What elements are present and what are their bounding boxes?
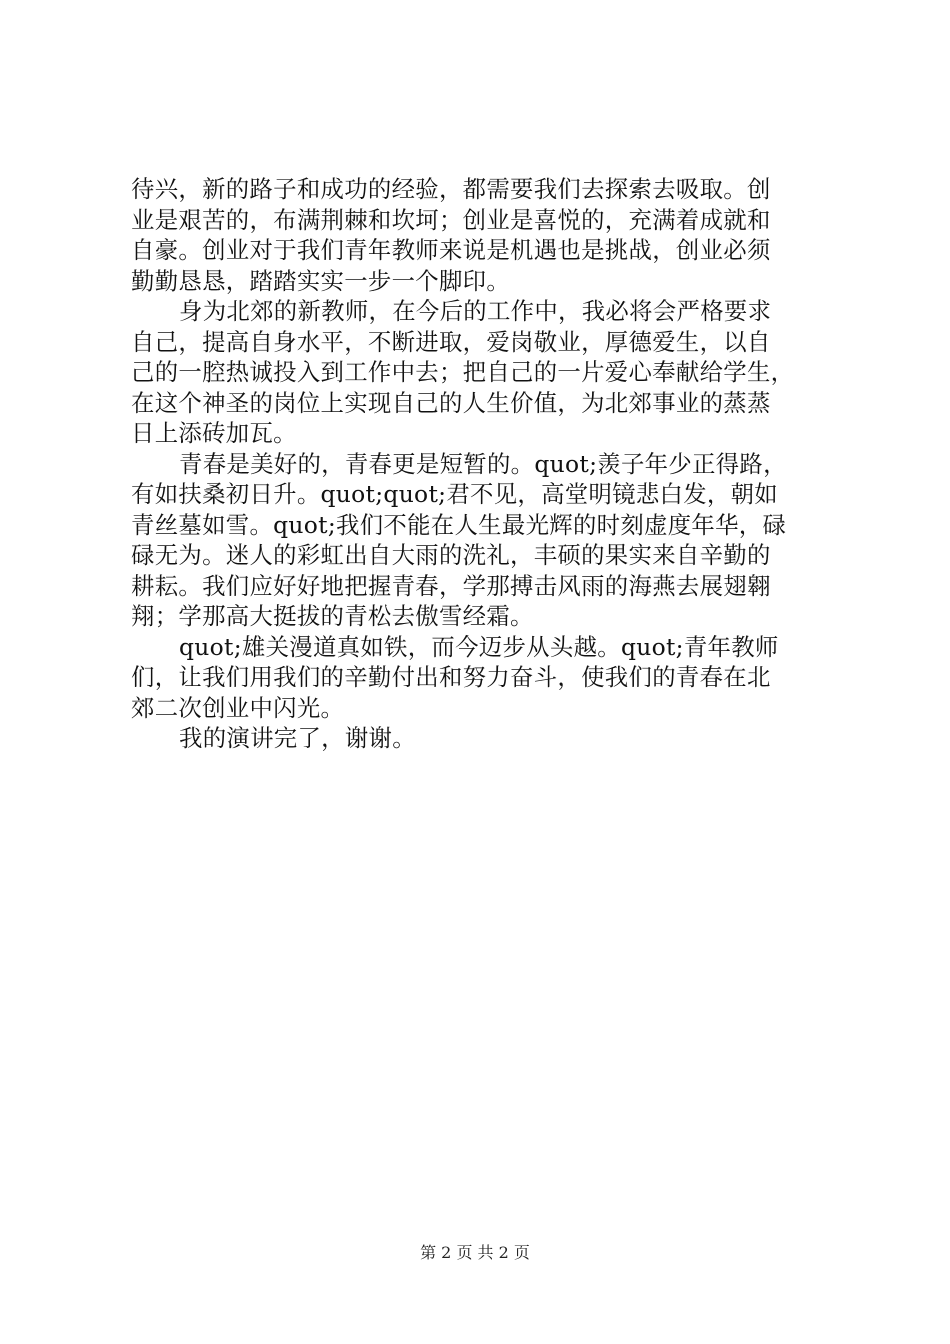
text-line: 自己，提高自身水平，不断进取，爱岗敬业，厚德爱生，以自 <box>131 327 771 356</box>
paragraph-start-line: 我的演讲完了，谢谢。 <box>179 724 416 752</box>
text-line: 日上添砖加瓦。 <box>131 419 297 447</box>
text-line: 郊二次创业中闪光。 <box>131 693 345 722</box>
text-line: 待兴，新的路子和成功的经验，都需要我们去探索去吸取。创 <box>131 175 771 203</box>
paragraph-start-line: quot;雄关漫道真如铁，而今迈步从头越。quot;青年教师 <box>179 632 779 661</box>
paragraph-start-line: 身为北郊的新教师，在今后的工作中，我必将会严格要求 <box>179 297 772 325</box>
text-line: 己的一腔热诚投入到工作中去；把自己的一片爱心奉献给学生， <box>131 358 795 386</box>
text-line: 在这个神圣的岗位上实现自己的人生价值，为北郊事业的蒸蒸 <box>131 388 771 417</box>
page-number-footer: 第 2 页 共 2 页 <box>420 1243 530 1262</box>
text-line: 碌无为。迷人的彩虹出自大雨的洗礼，丰硕的果实来自辛勤的 <box>131 541 771 569</box>
text-line: 勤勤恳恳，踏踏实实一步一个脚印。 <box>131 266 511 295</box>
text-line: 自豪。创业对于我们青年教师来说是机遇也是挑战，创业必须 <box>131 236 771 264</box>
text-line: 有如扶桑初日升。quot;quot;君不见，高堂明镜悲白发，朝如 <box>131 480 778 508</box>
text-line: 翔；学那高大挺拔的青松去傲雪经霜。 <box>131 602 534 630</box>
text-line: 们，让我们用我们的辛勤付出和努力奋斗，使我们的青春在北 <box>131 663 771 691</box>
text-line: 耕耘。我们应好好地把握青春，学那搏击风雨的海燕去展翅翱 <box>131 571 771 600</box>
text-line: 业是艰苦的，布满荆棘和坎坷；创业是喜悦的，充满着成就和 <box>131 205 771 234</box>
text-line: 青丝墓如雪。quot;我们不能在人生最光辉的时刻虚度年华，碌 <box>131 510 787 539</box>
paragraph-start-line: 青春是美好的，青春更是短暂的。quot;羡子年少正得路， <box>179 449 787 478</box>
speech-body <box>131 174 851 754</box>
